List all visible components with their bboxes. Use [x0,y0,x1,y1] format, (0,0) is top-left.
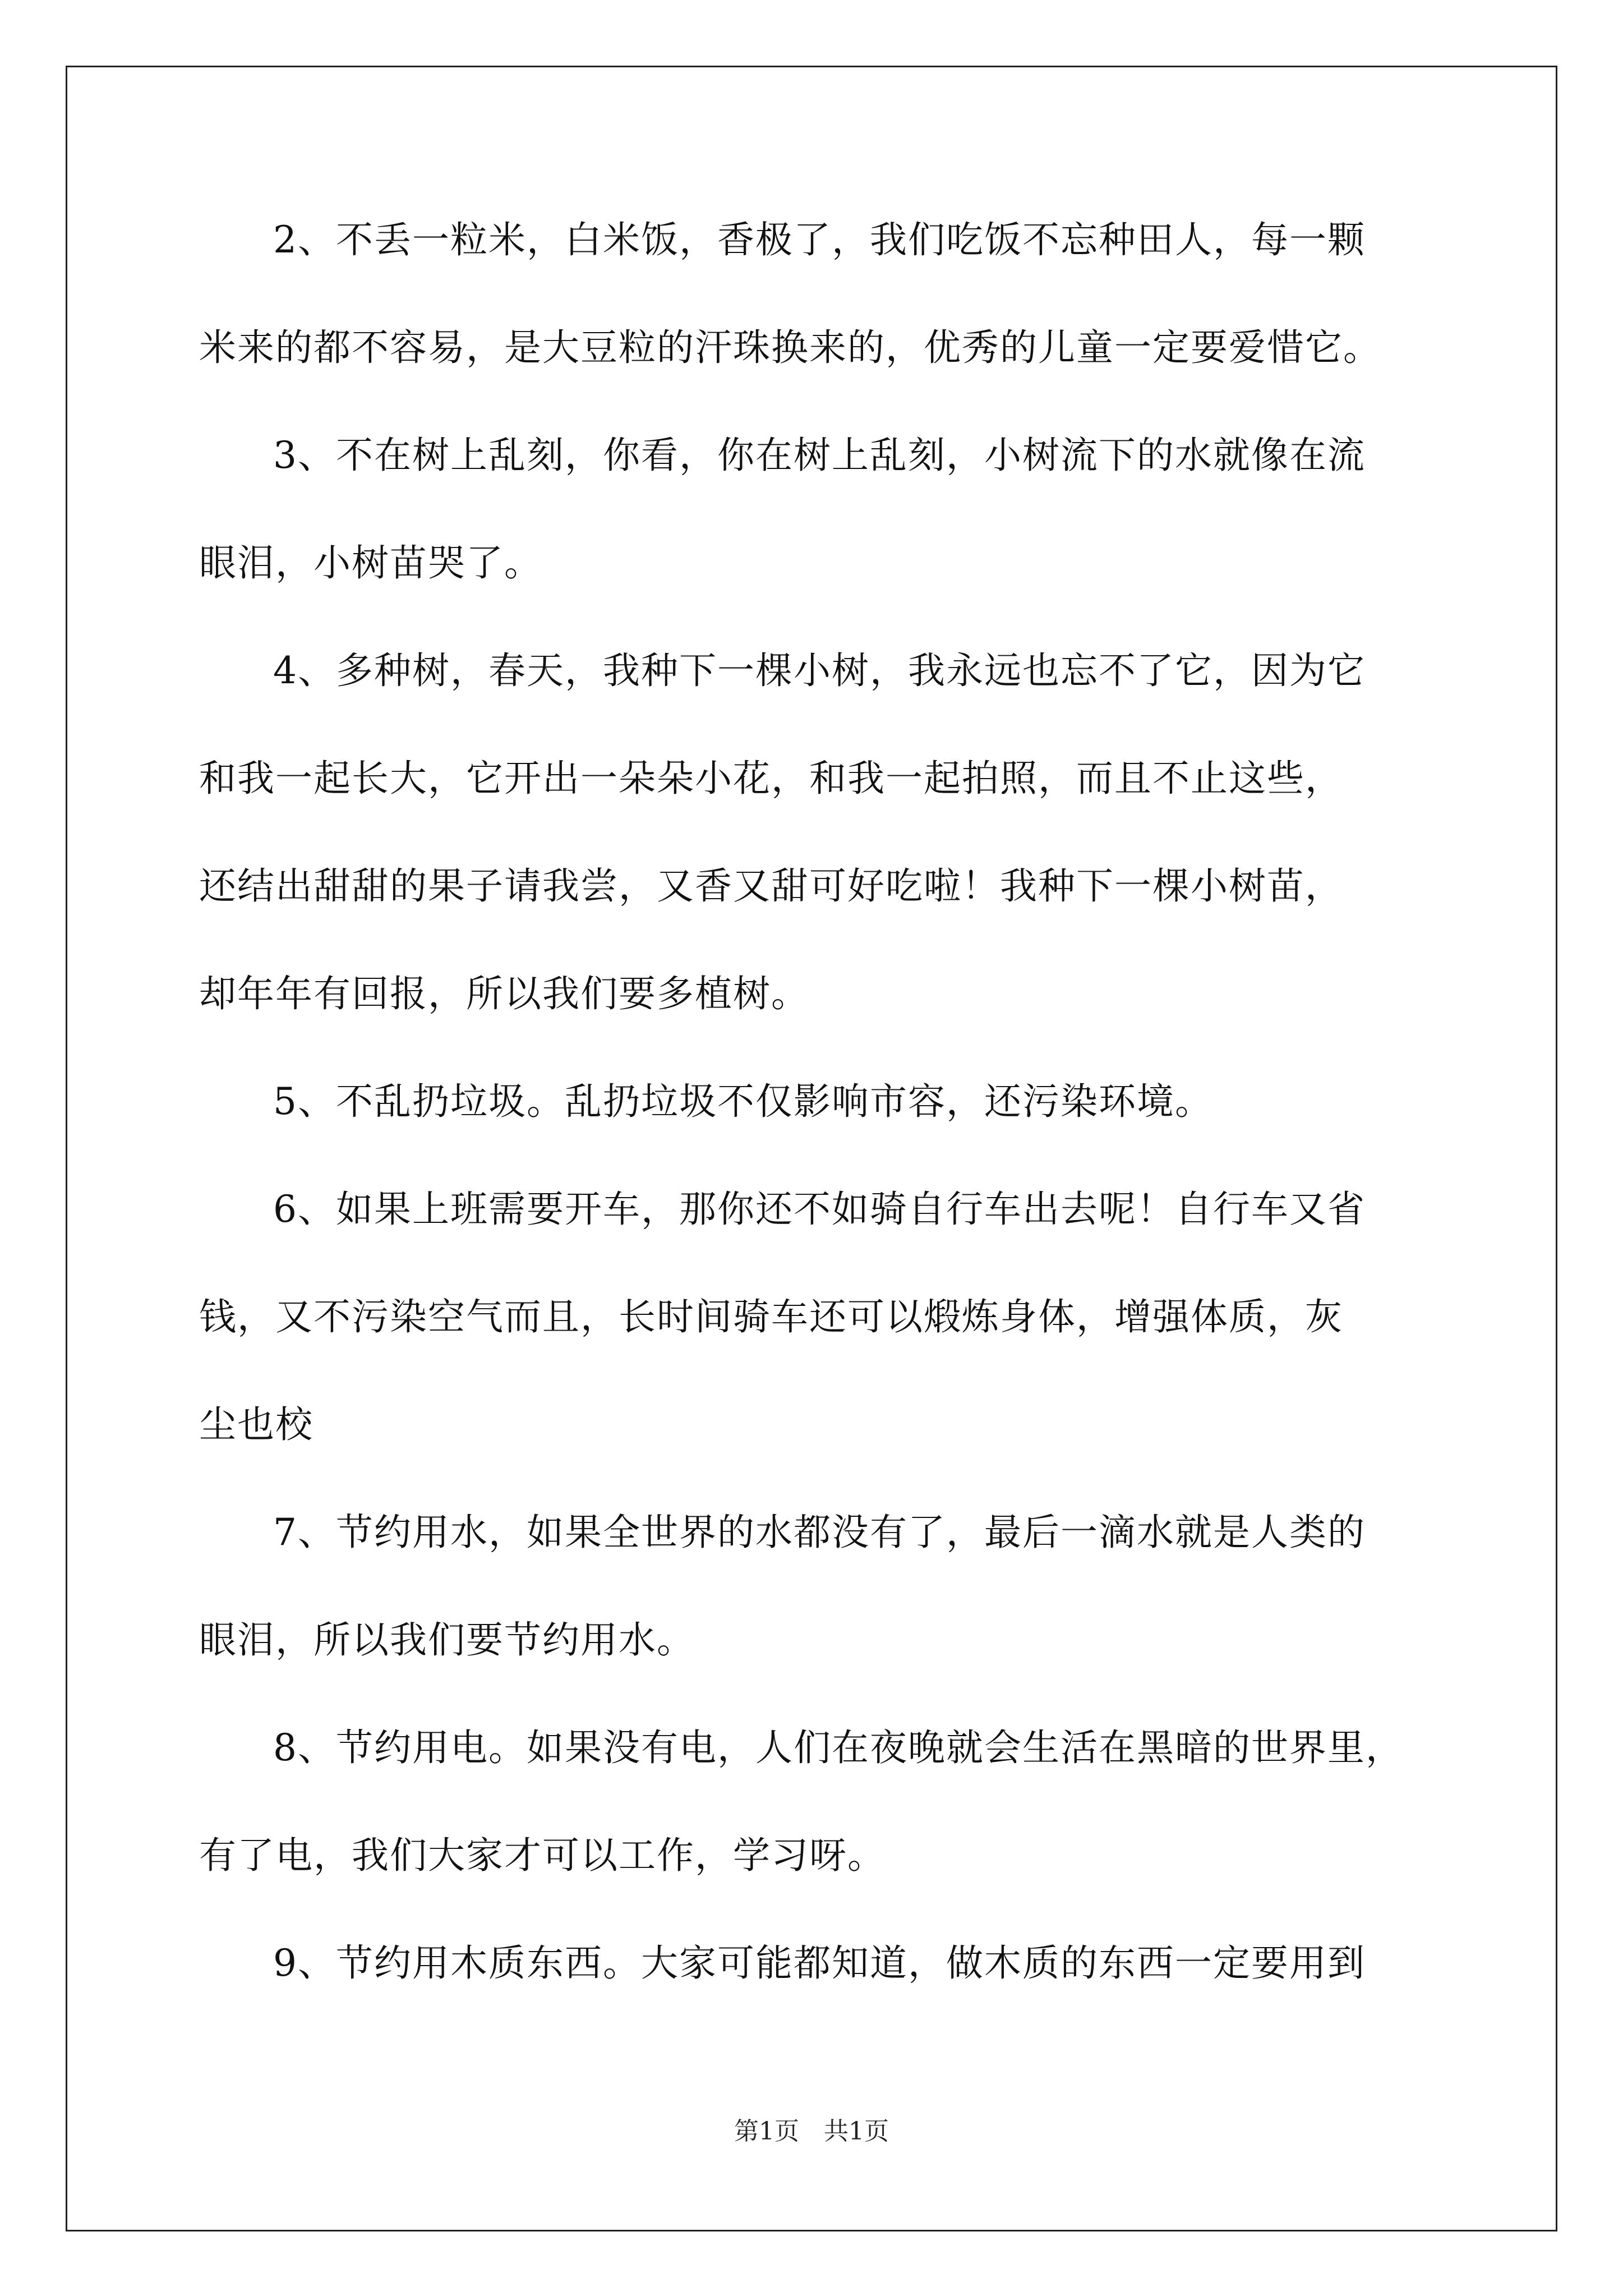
paragraph-line: 和我一起长大，它开出一朵朵小花，和我一起拍照，而且不止这些， [199,757,1343,800]
paragraph-line: 4、多种树，春天，我种下一棵小树，我永远也忘不了它，因为它 [273,649,1366,692]
paragraph-line: 眼泪，小树苗哭了。 [199,541,542,585]
paragraph-line: 米来的都不容易，是大豆粒的汗珠换来的，优秀的儿童一定要爱惜它。 [199,326,1381,369]
paragraph-line: 3、不在树上乱刻，你看，你在树上乱刻，小树流下的水就像在流 [273,434,1366,477]
paragraph-9 [199,1936,1422,1990]
paragraph-4 [199,644,1422,1021]
paragraph-6 [199,1182,1422,1452]
paragraph-line: 7、节约用水，如果全世界的水都没有了，最后一滴水就是人类的 [273,1511,1366,1554]
paragraph-5 [199,1075,1422,1129]
paragraph-line: 6、如果上班需要开车，那你还不如骑自行车出去呢！自行车又省 [273,1188,1366,1231]
paragraph-line: 尘也校 [199,1403,313,1446]
paragraph-3 [199,429,1422,590]
paragraph-line: 9、节约用木质东西。大家可能都知道，做木质的东西一定要用到 [273,1941,1366,1985]
paragraph-line: 8、节约用电。如果没有电，人们在夜晚就会生活在黑暗的世界里， [273,1726,1404,1769]
document-body [199,213,1422,1990]
page-footer: 第1页 共1页 [734,2117,889,2146]
paragraph-line: 5、不乱扔垃圾。乱扔垃圾不仅影响市容，还污染环境。 [273,1080,1213,1123]
paragraph-line: 有了电，我们大家才可以工作，学习呀。 [199,1834,886,1877]
paragraph-2 [199,213,1422,375]
paragraph-line: 还结出甜甜的果子请我尝，又香又甜可好吃啦！我种下一棵小树苗， [199,864,1343,908]
paragraph-line: 钱，又不污染空气而且，长时间骑车还可以煅炼身体，增强体质，灰 [199,1295,1343,1338]
paragraph-line: 眼泪，所以我们要节约用水。 [199,1618,695,1662]
paragraph-line: 却年年有回报，所以我们要多植树。 [199,972,809,1015]
paragraph-7 [199,1506,1422,1667]
paragraph-8 [199,1721,1422,1883]
paragraph-line: 2、不丢一粒米，白米饭，香极了，我们吃饭不忘种田人，每一颗 [273,218,1366,261]
